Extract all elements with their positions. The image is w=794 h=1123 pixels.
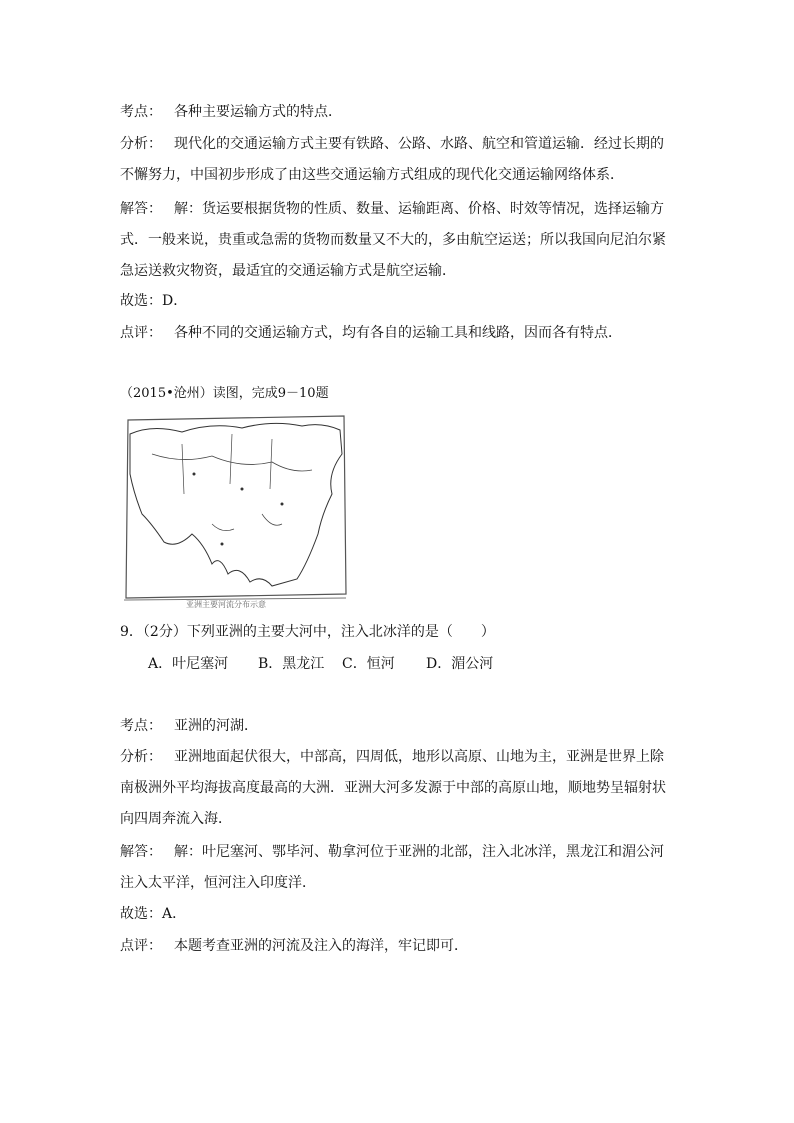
answer-line: 故选：A． [120,906,187,922]
question-intro: （2015•沧州）读图，完成9－10题 [120,386,329,401]
analysis-fenxi-1 [120,134,664,154]
analysis-dianping-1 [120,323,622,343]
fenxi-label: 分析： [120,749,162,765]
asia-rivers-map [122,414,348,612]
jieda-text-cont: 式．一般来说，贵重或急需的货物而数量又不大的，多由航空运送；所以我国向尼泊尔紧 [120,232,666,248]
analysis-fenxi-2 [120,747,664,767]
dianping-text: 本题考查亚洲的河流及注入的海洋，牢记即可． [174,938,468,954]
fenxi-text-cont: 南极洲外平均海拔高度最高的大洲．亚洲大河多发源于中部的高原山地，顺地势呈辐射状 [120,780,666,796]
answer-line: 故选：D． [120,293,188,309]
option-c: C．恒河 [342,656,395,672]
analysis-dianping-2 [120,936,468,956]
jieda-text-cont: 急运送救灾物资，最适宜的交通运输方式是航空运输． [120,263,456,279]
map-caption: 亚洲主要河流分布示意 [186,600,266,609]
kaodian-text: 各种主要运输方式的特点． [174,104,342,120]
jieda-label: 解答： [120,201,162,217]
option-d: D．湄公河 [426,656,494,672]
analysis-kaodian-2 [120,716,258,736]
analysis-jieda-2 [120,842,664,862]
dianping-label: 点评： [120,938,162,954]
fenxi-text-cont: 不懈努力，中国初步形成了由这些交通运输方式组成的现代化交通运输网络体系． [120,167,624,183]
fenxi-label: 分析： [120,136,162,152]
jieda-text-cont: 注入太平洋，恒河注入印度洋． [120,875,316,891]
jieda-text: 解：叶尼塞河、鄂毕河、勒拿河位于亚洲的北部，注入北冰洋，黑龙江和湄公河 [174,844,664,860]
dianping-text: 各种不同的交通运输方式，均有各自的运输工具和线路，因而各有特点． [174,325,622,341]
option-b: B．黑龙江 [258,656,325,672]
kaodian-label: 考点： [120,104,162,120]
fenxi-text: 亚洲地面起伏很大，中部高，四周低，地形以高原、山地为主，亚洲是世界上除 [174,749,664,765]
question-9-options [148,654,493,674]
option-a: A．叶尼塞河 [148,656,229,672]
analysis-jieda-1 [120,199,664,219]
question-9-stem: 9．（2分）下列亚洲的主要大河中，注入北冰洋的是（ ） [120,624,495,640]
dianping-label: 点评： [120,325,162,341]
fenxi-text-cont: 向四周奔流入海． [120,811,232,827]
fenxi-text: 现代化的交通运输方式主要有铁路、公路、水路、航空和管道运输．经过长期的 [174,136,664,152]
jieda-label: 解答： [120,844,162,860]
kaodian-label: 考点： [120,718,162,734]
jieda-text: 解：货运要根据货物的性质、数量、运输距离、价格、时效等情况，选择运输方 [174,201,664,217]
kaodian-text: 亚洲的河湖． [174,718,258,734]
analysis-kaodian-1 [120,102,342,122]
